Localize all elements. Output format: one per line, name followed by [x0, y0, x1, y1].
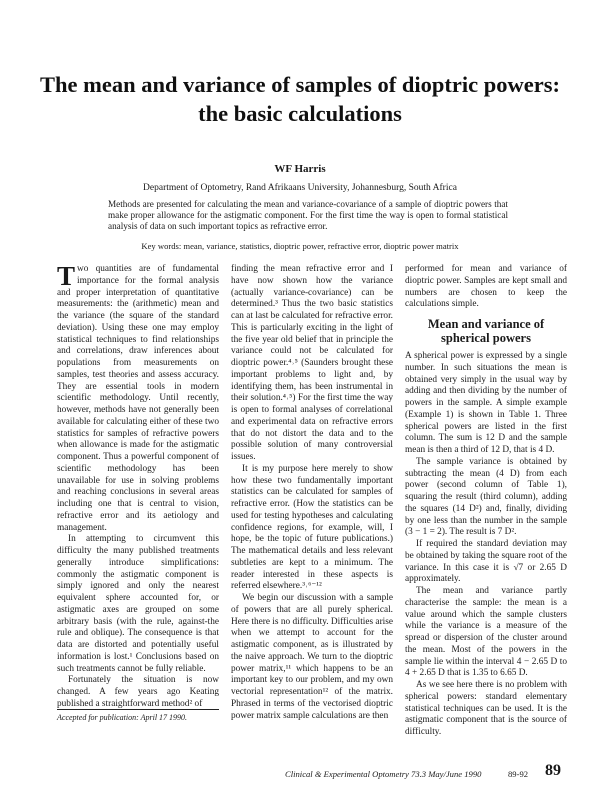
author: WF Harris — [274, 163, 326, 175]
abstract: Methods are presented for calculating the mean and variance-covariance of a sample of dioptric powers that make proper allowance for the astigmatic component. For the first time the way is open to formal statistical analysis of data on such important topics as refractive error. — [108, 199, 508, 231]
paragraph: finding the mean refractive error and I have now shown how the variance (actually variance-covariance) can be determined.³ Thus the two basic statistics can at last be calculated for refractive error. This is particularly exciting in the light of the five year old belief that in principle the variance could not be calculated for dioptric power.⁴˒⁵ (Saunders brought these important problems to light and, by identifying them, has been instrumental in their solution.⁴˒⁵) For the first time the way is open to formal analyses of correlational and experimental data on refractive errors that do not distort the data and to the possible solution of many controversial issues. — [231, 264, 393, 462]
paragraph: wo quantities are of fundamental importance for the formal analysis and proper interpretation of quantitative measurements: the (arithmetic) mean and the variance (the square of the standard deviation). Using these one may employ statistical techniques to find relationships and correlations, draw inferences about populations from measurements on samples, test theories and assess accuracy. They are essential tools in modern scientific methodology. Until recently, however, methods have not generally been available for calculating either of these two statistics for samples of refractive powers when allowance is made for the astigmatic component. Thus a powerful component of scientific methodology has been unavailable for use in solving problems and reaching conclusions in several areas including one that is central to vision, refractive error and its aetiology and management. — [57, 264, 219, 533]
paragraph: As we see here there is no problem with spherical powers: standard elementary statistical techniques can be used. It is the astigmatic component that is the source of difficulty. — [405, 680, 567, 737]
column-3 — [405, 264, 567, 739]
column-1 — [57, 261, 219, 711]
footnote: Accepted for publication: April 17 1990. — [57, 713, 188, 722]
paragraph: Fortunately the situation is now changed. A few years ago Keating published a straightforward method² of — [57, 675, 219, 709]
paragraph: We begin our discussion with a sample of powers that are all purely spherical. Here there is no difficulty. Difficulties arise when we attempt to account for the astigmatic component, as is illustrated by the naive approach. We turn to the dioptric power matrix,¹¹ which happens to be an important key to our problem, and my own vectorial representation¹² of the matrix. Phrased in terms of the vectorised dioptric power matrix sample calculations are then — [231, 593, 393, 721]
paragraph: In attempting to circumvent this difficulty the many published treatments generally introduce simplifications: commonly the astigmatic component is simply ignored and only the nearest equivalent sphere accounted for, or astigmatic axes are grouped on some arbitrary basis (with the rule, against-the rule and oblique). The consequence is that data are distorted and potentially useful information is lost.¹ Conclusions based on such treatments cannot be fully reliable. — [57, 534, 219, 674]
paragraph: A spherical power is expressed by a single number. In such situations the mean is obtained very simply in the usual way by adding and then dividing by the number of powers in the sample. A simple example (Example 1) is shown in Table 1. Three spherical powers are listed in the first column. The sum is 12 D and the sample mean is then a third of 12 D, that is 4 D. — [405, 351, 567, 455]
page-range: 89-92 — [508, 769, 529, 779]
paragraph: The sample variance is obtained by subtracting the mean (4 D) from each power (second column of Table 1), squaring the result (third column), adding the squares (14 D²) and, finally, dividing by one less than the number in the sample (3 − 1 = 2). The result is 7 D². — [405, 456, 567, 538]
column-2 — [231, 264, 393, 722]
journal-citation: Clinical & Experimental Optometry 73.3 May/June 1990 — [285, 769, 482, 779]
footnote-divider — [57, 709, 219, 710]
drop-cap: T — [57, 261, 76, 291]
paper-title: The mean and variance of samples of dioptric powers: the basic calculations — [40, 72, 560, 126]
affiliation: Department of Optometry, Rand Afrikaans University, Johannesburg, South Africa — [143, 183, 457, 193]
paragraph: It is my purpose here merely to show how these two fundamentally important statistics can be calculated for samples of refractive error. (How the statistics can be used for testing hypotheses and calculating confidence regions, for example, will, I hope, be the topic of future publications.) The mathematical details and less relevant subtleties are kept to a minimum. The reader interested in these aspects is referred elsewhere.³˒⁶⁻¹² — [231, 463, 393, 592]
keywords: Key words: mean, variance, statistics, dioptric power, refractive error, dioptric power matrix — [141, 241, 459, 251]
paragraph: The mean and variance partly characterise the sample: the mean is a value around which the sample clusters while the variance is a measure of the spread or dispersion of the cluster around the mean. Most of the powers in the sample lie within the interval 4 − 2.65 D to 4 + 2.65 D that is 1.35 to 6.65 D. — [405, 586, 567, 679]
paragraph: performed for mean and variance of dioptric power. Samples are kept small and numbers are chosen to keep the calculations simple. — [405, 264, 567, 310]
paragraph: If required the standard deviation may be obtained by taking the square root of the variance. In this case it is √7 or 2.65 D approximately. — [405, 539, 567, 585]
section-heading: Mean and variance of spherical powers — [427, 317, 545, 345]
page-number: 89 — [545, 762, 561, 779]
